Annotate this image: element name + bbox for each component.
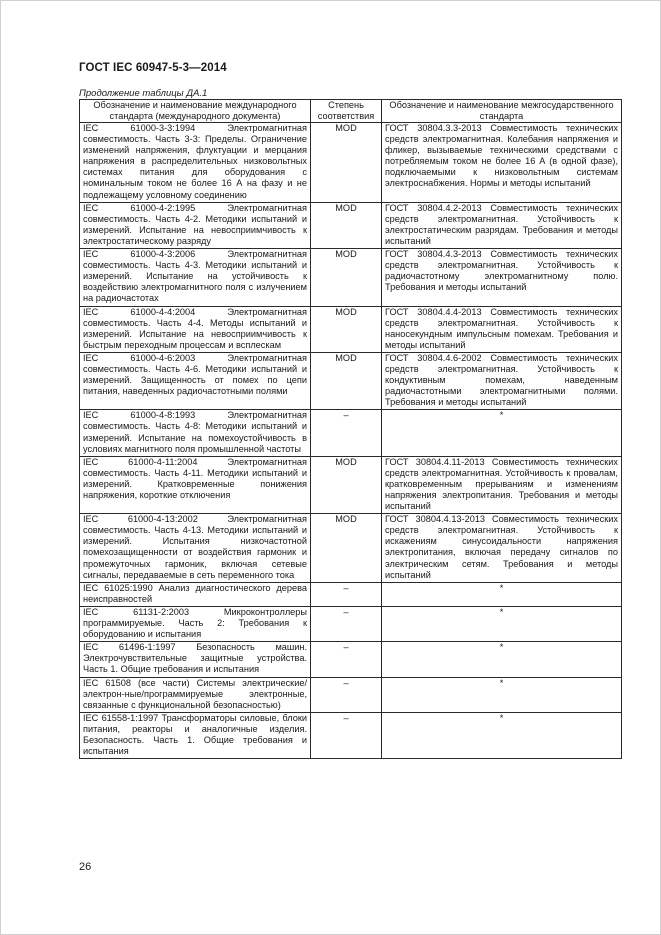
degree-cell: MOD bbox=[311, 123, 382, 203]
table-row bbox=[80, 352, 622, 409]
degree-cell: MOD bbox=[311, 202, 382, 248]
table-row bbox=[80, 410, 622, 456]
column-header-interstate: Обозначение и наименование межгосударственного стандарта bbox=[382, 100, 622, 123]
interstate-standard-cell: * bbox=[382, 677, 622, 712]
degree-cell: MOD bbox=[311, 352, 382, 409]
interstate-standard-cell: ГОСТ 30804.4.6-2002 Совместимость технических средств электромагнитная. Устойчивость к кондуктивным помехам, наведенным радиочастотными электромагнитными полями. Требования и методы испытаний bbox=[382, 352, 622, 409]
international-standard-cell: IEC 61000-4-3:2006 Электромагнитная совместимость. Часть 4-3. Методики испытаний и измерений. Испытание на устойчивость к воздействию электромагнитного поля с излучением на радиочастотах bbox=[80, 249, 311, 306]
international-standard-cell: IEC 61558-1:1997 Трансформаторы силовые, блоки питания, реакторы и аналогичные изделия. Безопасность. Часть 1. Общие требования и испытания bbox=[80, 712, 311, 758]
international-standard-cell: IEC 61000-4-8:1993 Электромагнитная совместимость. Часть 4-8: Методики испытаний и измерений. Испытание на помехоустойчивость в условиях магнитного поля промышленной частоты bbox=[80, 410, 311, 456]
column-header-degree: Степень соответствия bbox=[311, 100, 382, 123]
table-row bbox=[80, 249, 622, 306]
interstate-standard-cell: ГОСТ 30804.4.11-2013 Совместимость технических средств электромагнитная. Устойчивость к провалам, кратковременным прерываниям и изменениям напряжения электропитания. Требования и методы испытаний bbox=[382, 456, 622, 513]
table-caption: Продолжение таблицы ДА.1 bbox=[79, 88, 208, 99]
degree-cell: MOD bbox=[311, 514, 382, 583]
international-standard-cell: IEC 61496-1:1997 Безопасность машин. Электрочувствительные защитные устройства. Часть 1. Общие требования и испытания bbox=[80, 642, 311, 677]
interstate-standard-cell: * bbox=[382, 606, 622, 641]
interstate-standard-cell: ГОСТ 30804.3.3-2013 Совместимость технических средств электромагнитная. Колебания напряжения и фликер, вызываемые техническими средствами с потребляемым током не более 16 А (в одной фазе), подключаемыми к низковольтным системам электроснабжения. Нормы и методы испытаний bbox=[382, 123, 622, 203]
interstate-standard-cell: ГОСТ 30804.4.2-2013 Совместимость технических средств электромагнитная. Устойчивость к электростатическим разрядам. Требования и методы испытаний bbox=[382, 202, 622, 248]
international-standard-cell: IEC 61508 (все части) Системы электрические/электрон-ные/программируемые электронные, связанные с функциональной безопасностью) bbox=[80, 677, 311, 712]
degree-cell: MOD bbox=[311, 306, 382, 352]
international-standard-cell: IEC 61000-4-2:1995 Электромагнитная совместимость. Часть 4-2. Методики испытаний и измерений. Испытание на невосприимчивость к электростатическому разряду bbox=[80, 202, 311, 248]
page-number: 26 bbox=[79, 861, 92, 873]
table-row bbox=[80, 123, 622, 203]
degree-cell: MOD bbox=[311, 249, 382, 306]
document-header: ГОСТ IEC 60947-5-3—2014 bbox=[79, 62, 227, 74]
interstate-standard-cell: * bbox=[382, 582, 622, 606]
degree-cell: – bbox=[311, 582, 382, 606]
table-row bbox=[80, 606, 622, 641]
degree-cell: – bbox=[311, 606, 382, 641]
table-row bbox=[80, 514, 622, 583]
degree-cell: – bbox=[311, 712, 382, 758]
interstate-standard-cell: * bbox=[382, 712, 622, 758]
table-row bbox=[80, 677, 622, 712]
table-row bbox=[80, 642, 622, 677]
table-header-row bbox=[80, 100, 622, 123]
table-row bbox=[80, 582, 622, 606]
interstate-standard-cell: ГОСТ 30804.4.13-2013 Совместимость технических средств электромагнитная. Устойчивость к искажениям синусоидальности напряжения электропитания, включая передачу сигналов по электрическим сетям. Требования и методы испытаний bbox=[382, 514, 622, 583]
degree-cell: – bbox=[311, 410, 382, 456]
interstate-standard-cell: * bbox=[382, 642, 622, 677]
interstate-standard-cell: ГОСТ 30804.4.3-2013 Совместимость технических средств электромагнитная. Устойчивость к радиочастотному электромагнитному полю. Требования и методы испытаний bbox=[382, 249, 622, 306]
degree-cell: – bbox=[311, 642, 382, 677]
interstate-standard-cell: * bbox=[382, 410, 622, 456]
table-row bbox=[80, 202, 622, 248]
international-standard-cell: IEC 61000-4-6:2003 Электромагнитная совместимость. Часть 4-6. Методики испытаний и измерений. Защищенность от помех по цепи питания, наведенных радиочастотными полями bbox=[80, 352, 311, 409]
international-standard-cell: IEC 61000-4-13:2002 Электромагнитная совместимость. Часть 4-13. Методики испытаний и измерений. Испытания низкочастотной помехозащищенности от воздействия гармоник и промежуточных гармоник, включая сетевые сигналы, передаваемые в сеть переменного тока bbox=[80, 514, 311, 583]
international-standard-cell: IEC 61000-4-4:2004 Электромагнитная совместимость. Часть 4-4. Методы испытаний и измерений. Испытание на невосприимчивость к быстрым переходным процессам и всплескам bbox=[80, 306, 311, 352]
table-row bbox=[80, 306, 622, 352]
international-standard-cell: IEC 61025:1990 Анализ диагностического дерева неисправностей bbox=[80, 582, 311, 606]
standards-table bbox=[79, 99, 622, 759]
column-header-international: Обозначение и наименование международного стандарта (международного документа) bbox=[80, 100, 311, 123]
international-standard-cell: IEC 61000-3-3:1994 Электромагнитная совместимость. Часть 3-3: Пределы. Ограничение изменений напряжения, флуктуации и мерцания напряжения в распределительных низковольтных системах питания для оборудования с номинальным током не более 16 А на фазу и не подлежащему условному соединению bbox=[80, 123, 311, 203]
table-row bbox=[80, 712, 622, 758]
international-standard-cell: IEC 61000-4-11:2004 Электромагнитная совместимость. Часть 4-11. Методики испытаний и измерений. Кратковременные понижения напряжения, короткие отключения bbox=[80, 456, 311, 513]
table-row bbox=[80, 456, 622, 513]
degree-cell: MOD bbox=[311, 456, 382, 513]
international-standard-cell: IEC 61131-2:2003 Микроконтроллеры программируемые. Часть 2: Требования к оборудованию и испытания bbox=[80, 606, 311, 641]
degree-cell: – bbox=[311, 677, 382, 712]
interstate-standard-cell: ГОСТ 30804.4.4-2013 Совместимость технических средств электромагнитная. Устойчивость к наносекундным импульсным помехам. Требования и методы испытаний bbox=[382, 306, 622, 352]
